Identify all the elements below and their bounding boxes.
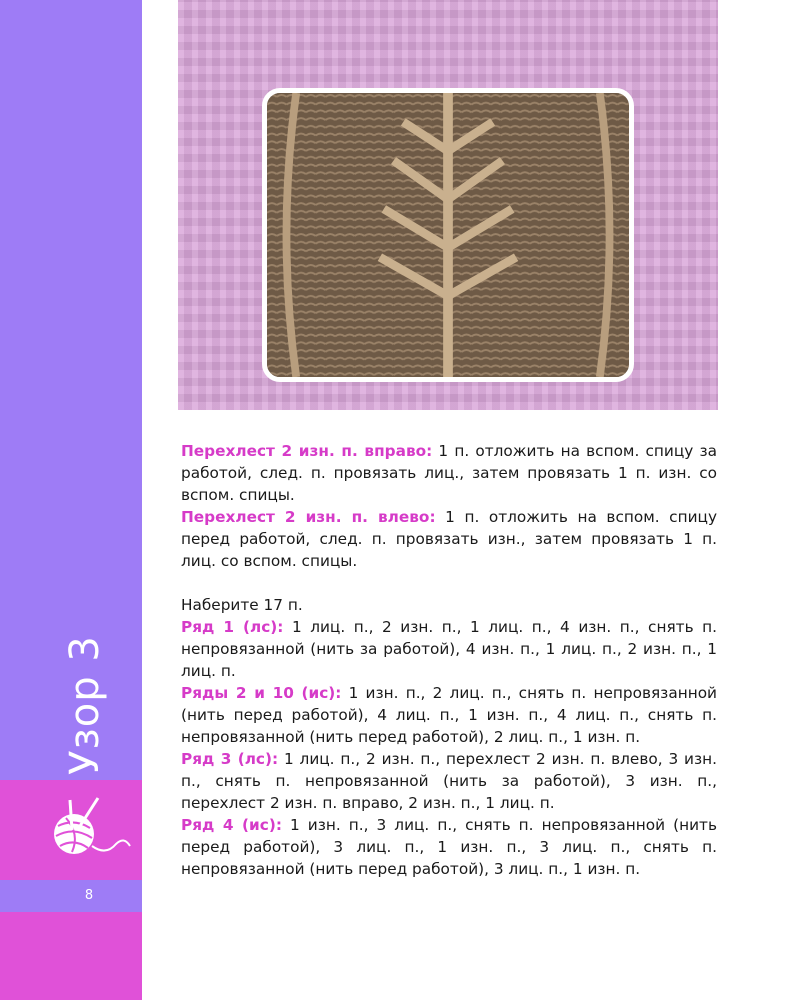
pattern-title: Узор 3: [62, 635, 108, 775]
row-3-paragraph: [181, 748, 717, 814]
sidebar-bottom-band: [0, 912, 142, 1000]
row-4-text: 1 изн. п., 3 лиц. п., снять п. непровязанной (нить перед работой), 3 лиц. п., 1 изн. п., 3 лиц. п., снять п. непровязанной (нить перед работой), 3 лиц. п., 1 изн. п.: [181, 816, 717, 878]
row-1-text: 1 лиц. п., 2 изн. п., 1 лиц. п., 4 изн. п., снять п. непровязанной (нить за работой), 4 изн. п., 1 лиц. п., 2 изн. п., 1 лиц. п.: [181, 618, 717, 680]
row-3-label: Ряд 3 (лс):: [181, 750, 279, 768]
cross-left-paragraph: [181, 506, 717, 572]
cross-left-label: Перехлест 2 изн. п. влево:: [181, 508, 436, 526]
cross-right-label: Перехлест 2 изн. п. вправо:: [181, 442, 433, 460]
row-1-label: Ряд 1 (лс):: [181, 618, 284, 636]
row-4-label: Ряд 4 (ис):: [181, 816, 282, 834]
row-3-text: 1 лиц. п., 2 изн. п., перехлест 2 изн. п. влево, 3 изн. п., снять п. непровязанной (нить за работой), 3 изн. п., перехлест 2 изн. п. вправо, 2 изн. п., 1 лиц. п.: [181, 750, 717, 812]
row-4-paragraph: [181, 814, 717, 880]
cross-right-paragraph: [181, 440, 717, 506]
page-number: 8: [84, 888, 94, 903]
cast-on-text: Наберите 17 п.: [181, 596, 303, 614]
pattern-instructions: [181, 440, 717, 880]
yarn-ball-icon: [50, 796, 132, 866]
cable-knit-sample-photo: [262, 88, 634, 382]
cross-right-text: 1 п. отложить на вспом. спицу за работой, след. п. провязать лиц., затем провязать 1 п. изн. со вспом. спицы.: [181, 442, 717, 504]
row-1-paragraph: [181, 616, 717, 682]
row-2-paragraph: [181, 682, 717, 748]
row-2-label: Ряды 2 и 10 (ис):: [181, 684, 342, 702]
cross-left-text: 1 п. отложить на вспом. спицу перед работой, след. п. провязать изн., затем провязать 1 п. лиц. со вспом. спицы.: [181, 508, 717, 570]
row-2-text: 1 изн. п., 2 лиц. п., снять п. непровязанной (нить перед работой), 4 лиц. п., 1 изн. п., 4 лиц. п., снять п. непровязанной (нить перед работой), 2 лиц. п., 1 изн. п.: [181, 684, 717, 746]
